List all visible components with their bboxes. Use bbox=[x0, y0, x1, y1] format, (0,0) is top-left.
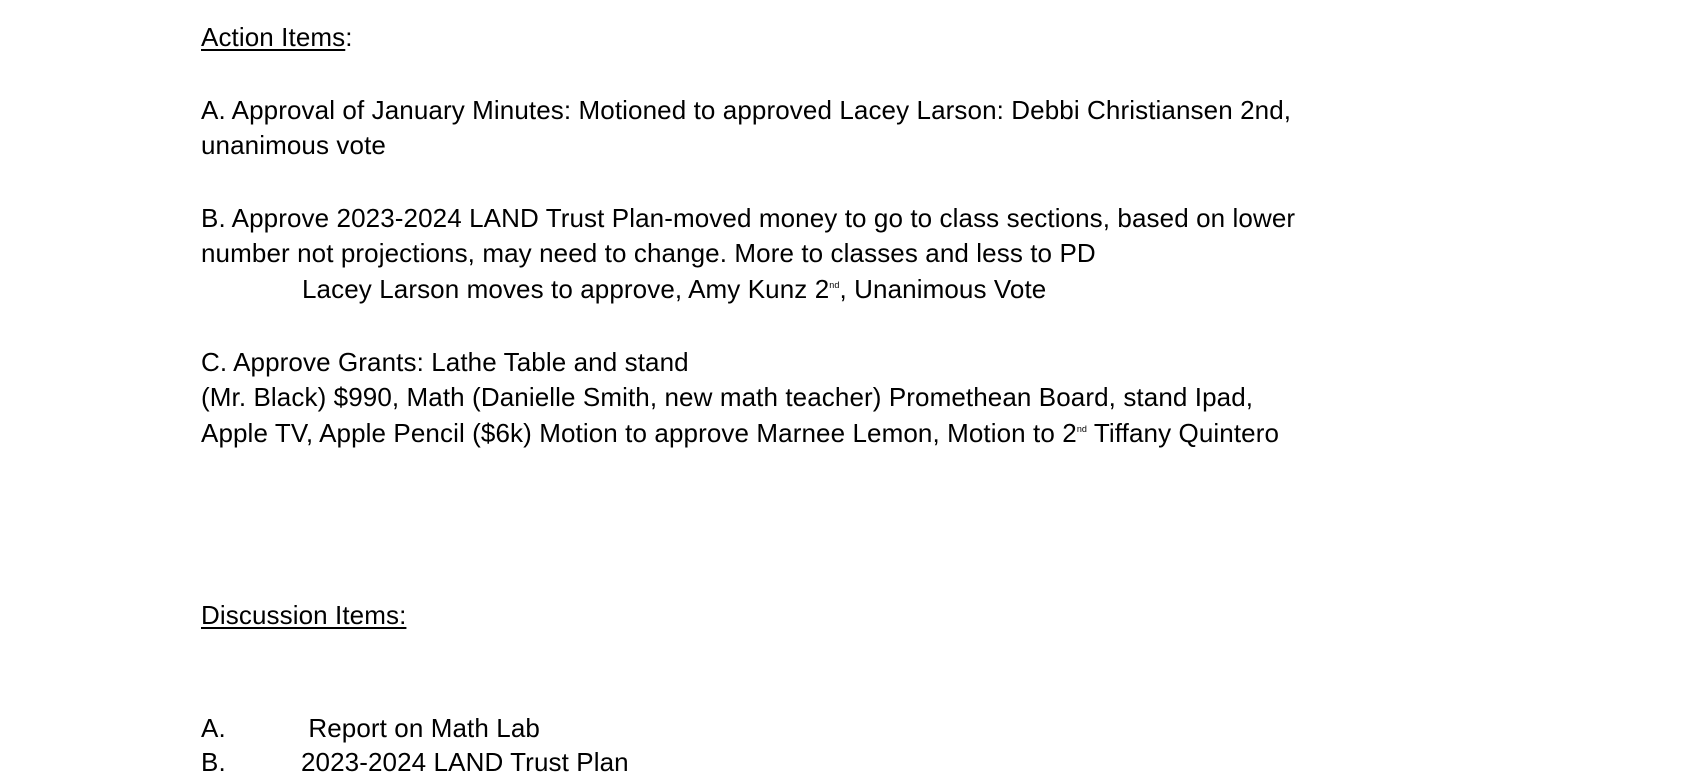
action-item-b-line1: B. Approve 2023-2024 LAND Trust Plan-moved money to go to class sections, based on lower bbox=[201, 203, 1296, 233]
action-item-c-line3-tail: Tiffany Quintero bbox=[1087, 418, 1280, 448]
discussion-item-a bbox=[201, 713, 540, 743]
discussion-item-text: Report on Math Lab bbox=[301, 713, 540, 743]
discussion-item-letter: A. bbox=[201, 713, 226, 743]
action-item-b-line3-tail: , Unanimous Vote bbox=[839, 274, 1047, 304]
action-item-a-line1: A. Approval of January Minutes: Motioned to approved Lacey Larson: Debbi Christiansen 2nd, bbox=[201, 95, 1292, 125]
action-item-b-line3-text: Lacey Larson moves to approve, Amy Kunz 2 bbox=[302, 274, 830, 304]
action-item-c-line2: (Mr. Black) $990, Math (Danielle Smith, new math teacher) Promethean Board, stand Ipad, bbox=[201, 382, 1254, 412]
action-item-c-line1: C. Approve Grants: Lathe Table and stand bbox=[201, 347, 689, 377]
ordinal-suffix: nd bbox=[829, 280, 840, 290]
action-item-a-line2: unanimous vote bbox=[201, 130, 386, 160]
ordinal-suffix: nd bbox=[1076, 424, 1088, 434]
discussion-items-heading-text: Discussion Items: bbox=[201, 600, 407, 630]
action-items-heading-colon: : bbox=[345, 22, 353, 52]
action-item-b-line3 bbox=[302, 274, 1046, 304]
action-item-b-line2: number not projections, may need to change. More to classes and less to PD bbox=[201, 238, 1096, 268]
discussion-item-text: 2023-2024 LAND Trust Plan bbox=[301, 747, 629, 777]
discussion-item-b bbox=[201, 747, 629, 777]
action-items-heading-text: Action Items bbox=[201, 22, 346, 52]
action-items-heading bbox=[201, 22, 353, 52]
discussion-item-letter: B. bbox=[201, 747, 226, 777]
discussion-items-heading bbox=[201, 600, 406, 630]
action-item-c-line3 bbox=[201, 418, 1279, 448]
action-item-c-line3-text: Apple TV, Apple Pencil ($6k) Motion to approve Marnee Lemon, Motion to 2 bbox=[201, 418, 1077, 448]
